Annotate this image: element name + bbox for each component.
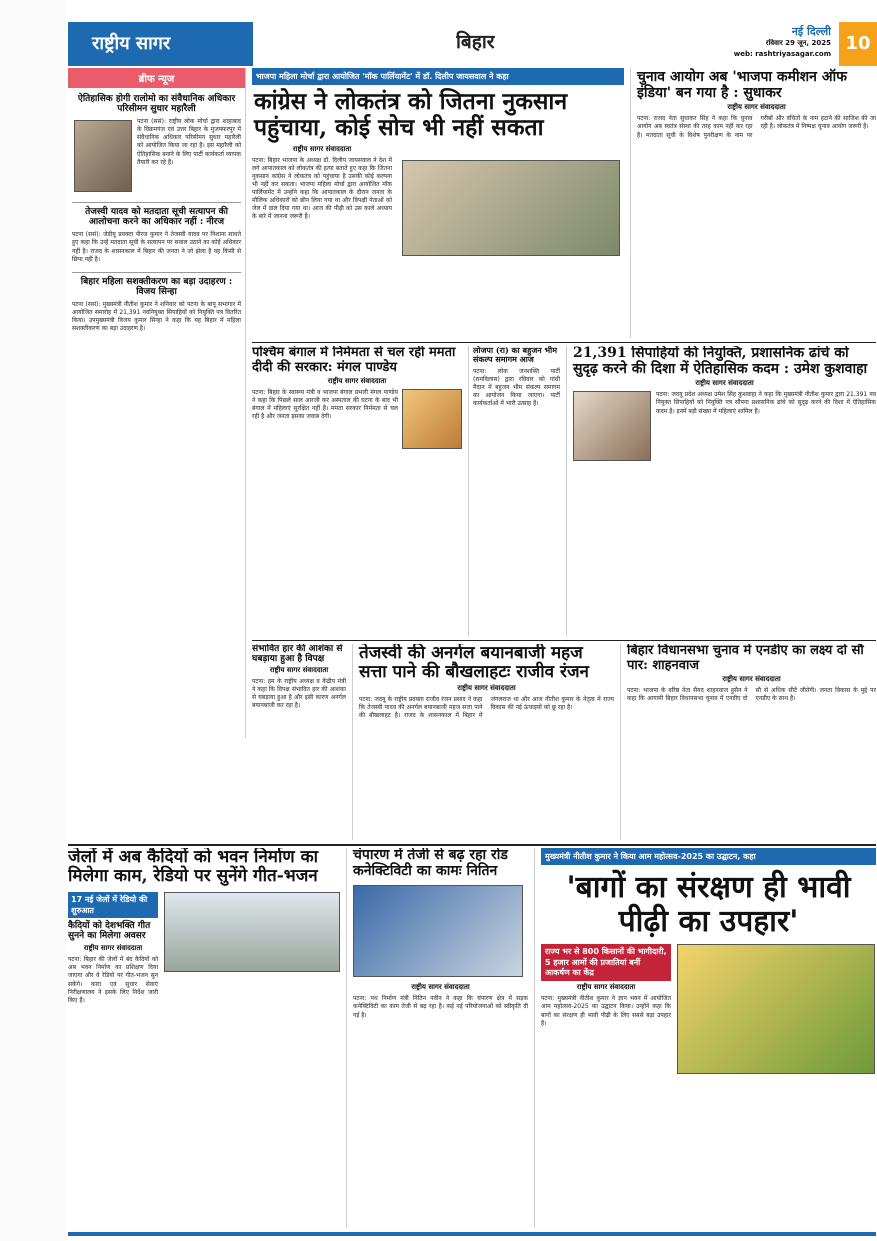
mango-byline: राष्ट्रीय सागर संवाददाता xyxy=(576,983,636,992)
tejashwi-body: पटना: जदयू के राष्ट्रीय प्रवक्ता राजीव रंजन प्रसाद ने कहा कि तेजस्वी यादव की अनर्गल बयानबाजी महज सत्ता पाने की बौखलाहट है। राजद के शासनकाल में बिहार में जंगलराज था और आज नीतीश कुमार के नेतृत्व में राज्य विकास की नई ऊंचाइयों को छू रहा है। xyxy=(359,696,614,720)
mango-kicker: मुख्यमंत्री नीतीश कुमार ने किया आम महोत्सव-2025 का उद्घाटन, कहा xyxy=(541,848,876,865)
lead-story xyxy=(252,68,624,338)
bengal-photo xyxy=(402,389,462,449)
mango-highlight: राज्य भर से 800 किसानों की भागीदारी, 5 हजार आमों की प्रजातियां बनीं आकर्षण का केंद्र xyxy=(541,944,671,981)
bihar-poll-headline: बिहार विधानसभा चुनाव में एनडीए का लक्ष्य दो सौ पार: शाहनवाज xyxy=(627,644,864,673)
brief-sidebar xyxy=(68,68,246,738)
jail-photo xyxy=(164,892,340,972)
sidebar-s1-photo xyxy=(74,120,132,192)
small-body: पटना: हम के राष्ट्रीय अध्यक्ष व केंद्रीय मंत्री ने कहा कि विपक्ष संभावित हार की आशंका से घबड़ाया हुआ है और इसी कारण अनर्गल बयानबाजी कर रहा है। xyxy=(252,678,346,710)
sidebar-s2-head: तेजस्वी यादव को मतदाता सूची सत्यापन की आलोचना करने का अधिकार नहीं : नीरज xyxy=(72,202,241,227)
lead-byline: राष्ट्रीय सागर संवाददाता xyxy=(292,144,352,153)
lojpa-story xyxy=(468,346,560,636)
jail-headline: जेलों में अब कैदियों को भवन निर्माण का मिलेगा काम, रेडियो पर सुनेंगे गीत-भजन xyxy=(68,848,319,887)
masthead xyxy=(68,22,877,66)
eci-byline: राष्ट्रीय सागर संवाददाता xyxy=(727,103,786,112)
police-body: पटना: जदयू प्रदेश अध्यक्ष उमेश सिंह कुशवाहा ने कहा कि मुख्यमंत्री नीतीश कुमार द्वारा 21,391 नव नियुक्त सिपाहियों को नियुक्ति पत्र सौंपना प्रशासनिक ढांचे को सुदृढ़ करने की दिशा में ऐतिहासिक कदम है। इनमें बड़ी संख्या में महिलाएं शामिल हैं। xyxy=(656,391,876,415)
paper-name: राष्ट्रीय सागर xyxy=(92,33,171,54)
mango-story xyxy=(534,848,876,1228)
bengal-headline: पश्चिम बंगाल में निर्ममता से चल रही ममता दीदी की सरकार: मंगल पाण्डेय xyxy=(252,346,456,375)
masthead-web: web: rashtriyasagar.com xyxy=(733,50,831,58)
footer-bar xyxy=(68,1232,876,1236)
sidebar-s3-head: बिहार महिला सशक्तीकरण का बड़ा उदाहरण : विजय सिन्हा xyxy=(72,272,241,297)
police-headline: 21,391 सिपाहियों की नियुक्ति, प्रशासनिक ढांचे को सुदृढ़ करने की दिशा में ऐतिहासिक कदम : उमेश कुशवाहा xyxy=(573,346,868,377)
police-byline: राष्ट्रीय सागर संवाददाता xyxy=(695,379,754,388)
masthead-city: नई दिल्ली xyxy=(791,25,831,38)
champaran-body: पटना: पथ निर्माण मंत्री नितिन नवीन ने कहा कि चंपारण क्षेत्र में सड़क कनेक्टिविटी का काम तेजी से बढ़ रहा है। कई नई परियोजनाओं को स्वीकृति दी गई है। xyxy=(353,995,528,1019)
tejashwi-headline: तेजस्वी की अनर्गल बयानबाजी महज सत्ता पाने की बौखलाहटः राजीव रंजन xyxy=(359,644,589,683)
bihar-poll-body: पटना: भाजपा के वरिष्ठ नेता सैयद शाहनवाज हुसैन ने कहा कि आगामी बिहार विधानसभा चुनाव में एनडीए दो सौ से अधिक सीटें जीतेगी। जनता विकास के मुद्दे पर एनडीए के साथ है। xyxy=(627,687,876,703)
small-story xyxy=(252,644,346,840)
eci-headline: चुनाव आयोग अब 'भाजपा कमीशन ऑफ इंडिया' बन गया है : सुधाकर xyxy=(637,69,847,101)
brief-label: ब्रीफ न्यूज xyxy=(68,68,245,88)
sidebar-s1-body: पटना (ससं): राष्ट्रीय लोक मोर्चा द्वारा शाहाबाद के विक्रमगंज एवं उत्तर बिहार के मुजफ्फरपुर में संवैधानिक अधिकार परिसीमन सुधार महारैली को आयोजित किया जा रहा है। इस महारैली को ऐतिहासिक बनाने के लिए पार्टी कार्यकर्ता व्यापक तैयारी कर रहे हैं। xyxy=(137,118,241,166)
jail-byline: राष्ट्रीय सागर संवाददाता xyxy=(83,944,143,953)
lojpa-kicker: लोजपा (रा) का बहुजन भीम संकल्प समागम आज xyxy=(473,346,557,364)
champaran-headline: चंपारण में तेजी से बढ़ रहा रोड कनेक्टिविटी का कामः नितिन xyxy=(353,848,508,879)
police-photo xyxy=(573,391,651,461)
sidebar-s1-head: ऐतिहासिक होगी रालोमो का संवैधानिक अधिकार परिसीमन सुधार महारैली xyxy=(77,94,236,115)
lead-headline: कांग्रेस ने लोकतंत्र को जितना नुकसान पहुंचाया, कोई सोच भी नहीं सकता xyxy=(254,88,568,141)
champaran-story xyxy=(346,848,528,1228)
mango-photo xyxy=(677,944,875,1074)
sidebar-s2-body: पटना (ससं): जेडीयू प्रवक्ता नीरज कुमार ने तेजस्वी यादव पर निशाना साधते हुए कहा कि उन्हें मतदाता सूची के सत्यापन पर सवाल उठाने का कोई अधिकार नहीं है। राजद के शासनकाल में बिहार की जनता ने जो झेला है वह किसी से छिपा नहीं है। xyxy=(72,231,241,263)
champaran-photo xyxy=(353,885,523,977)
sidebar-s3-body: पटना (ससं): मुख्यमंत्री नीतीश कुमार ने शनिवार को पटना के बापू सभागार में आयोजित समारोह में 21,391 नवनियुक्त सिपाहियों को नियुक्ति पत्र वितरित किया। उपमुख्यमंत्री विजय कुमार सिन्हा ने कहा कि यह बिहार में महिला सशक्तीकरण का बड़ा उदाहरण है। xyxy=(72,300,241,333)
small-headline: संभावित हार की आशंका से घबड़ाया हुआ है विपक्ष xyxy=(252,644,343,665)
bengal-body: पटना: बिहार के स्वास्थ्य मंत्री व भाजपा बंगाल प्रभारी मंगल पाण्डेय ने कहा कि पिछले साल आरजी कर अस्पताल की घटना के बाद भी बंगाल में महिलाएं सुरक्षित नहीं हैं। ममता सरकार निर्ममता से चल रही है और जनता इसका जवाब देगी। xyxy=(252,389,398,421)
bengal-story xyxy=(252,346,462,636)
bihar-poll-byline: राष्ट्रीय सागर संवाददाता xyxy=(722,675,781,684)
mango-headline: 'बागों का संरक्षण ही भावी पीढ़ी का उपहार' xyxy=(566,870,851,939)
page-number: 10 xyxy=(839,22,877,66)
masthead-left xyxy=(68,22,253,66)
bengal-byline: राष्ट्रीय सागर संवाददाता xyxy=(327,377,387,386)
masthead-date: रविवार 29 जून, 2025 xyxy=(765,39,831,47)
jail-sub: 17 नई जेलों में रेडियो की शुरुआत xyxy=(68,892,158,918)
left-margin xyxy=(0,0,66,1241)
divider-2 xyxy=(252,640,876,641)
divider-3 xyxy=(68,844,876,846)
jail-sub2: कैदियों को देशभक्ति गीत सुनने का मिलेगा अवसर xyxy=(68,921,151,942)
mango-body: पटना: मुख्यमंत्री नीतीश कुमार ने ज्ञान भवन में आयोजित आम महोत्सव-2025 का उद्घाटन किया। उन्होंने कहा कि बागों का संरक्षण ही भावी पीढ़ी के लिए सबसे बड़ा उपहार है। xyxy=(541,995,671,1027)
champaran-byline: राष्ट्रीय सागर संवाददाता xyxy=(411,983,470,992)
divider-1 xyxy=(252,342,876,343)
lojpa-body: पटना: लोक जनशक्ति पार्टी (रामविलास) द्वारा रविवार को गांधी मैदान में बहुजन भीम संकल्प समागम का आयोजन किया जाएगा। पार्टी कार्यकर्ताओं में भारी उत्साह है। xyxy=(473,367,560,408)
small-byline: राष्ट्रीय सागर संवाददाता xyxy=(269,666,329,675)
lead-kicker: भाजपा महिला मोर्चा द्वारा आयोजित 'मॉक पार्लियामेंट' में डॉ. दिलीप जायसवाल ने कहा xyxy=(252,68,624,85)
lead-photo xyxy=(402,160,620,256)
lead-body: पटना: बिहार भाजपा के अध्यक्ष डॉ. दिलीप जायसवाल ने देश में लगे आपातकाल को लोकतंत्र की हत्या बताते हुए कहा कि जितना नुकसान कांग्रेस ने लोकतंत्र को पहुंचाया है उसकी कोई कल्पना भी नहीं कर सकता। भाजपा महिला मोर्चा द्वारा आयोजित मॉक पार्लियामेंट में उन्होंने कहा कि आपातकाल के दौरान जनता के मौलिक अधिकारों को छीन लिया गया था और विपक्षी नेताओं को जेल में डाल दिया गया था। आज की पीढ़ी को उस काले अध्याय के बारे में जानना जरूरी है। xyxy=(252,156,392,221)
tejashwi-story xyxy=(352,644,614,840)
section-title: बिहार xyxy=(456,31,495,53)
jail-body: पटना: बिहार की जेलों में बंद कैदियों को अब भवन निर्माण का प्रशिक्षण दिया जाएगा और वे रेडियो पर गीत-भजन सुन सकेंगे। कारा एवं सुधार सेवाएं निरीक्षणालय ने इसके लिए निर्देश जारी किए हैं। xyxy=(68,956,158,1004)
tejashwi-byline: राष्ट्रीय सागर संवाददाता xyxy=(457,684,516,693)
police-story xyxy=(566,346,876,636)
eci-body: पटना: राजद नेता सुधाकर सिंह ने कहा कि चुनाव आयोग अब स्वतंत्र संस्था की तरह काम नहीं कर रहा है। मतदाता सूची के विशेष पुनरीक्षण के नाम पर गरीबों और वंचितों के नाम हटाने की साजिश की जा रही है। लोकतंत्र में निष्पक्ष चुनाव आयोग जरूरी है। xyxy=(637,115,876,139)
eci-story xyxy=(630,68,876,338)
jail-story xyxy=(68,848,340,1228)
bihar-poll-story xyxy=(620,644,876,840)
